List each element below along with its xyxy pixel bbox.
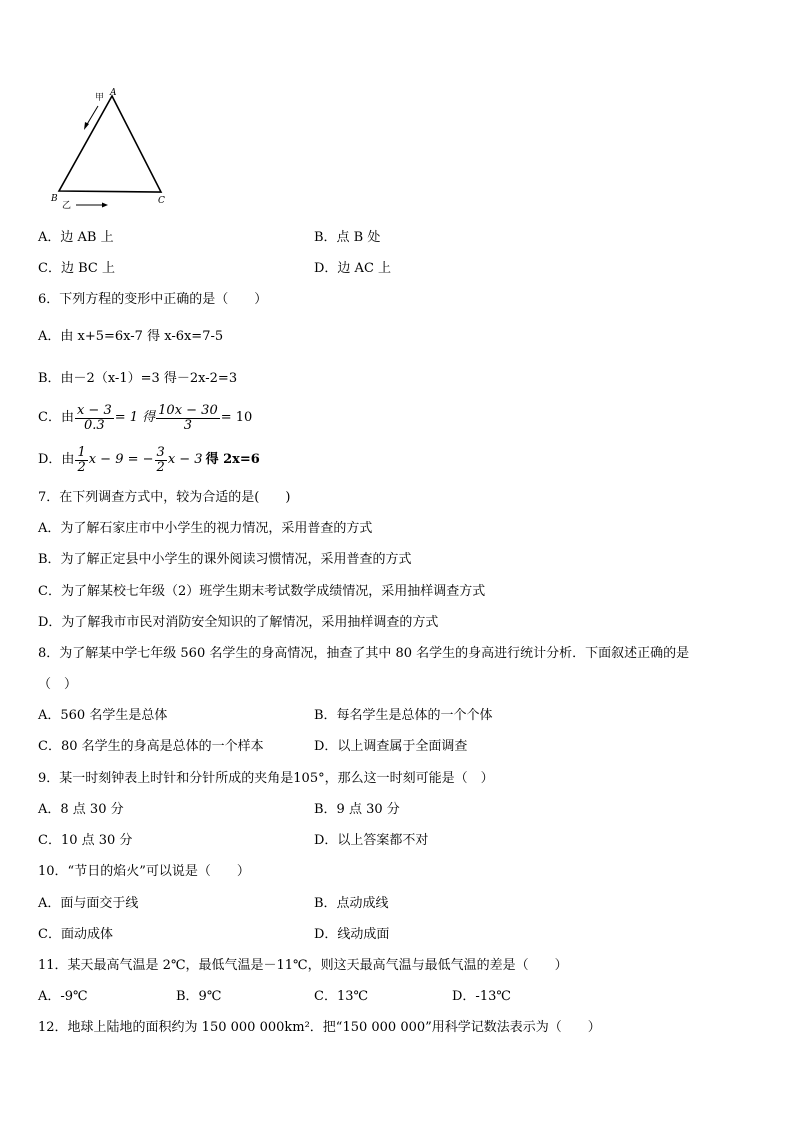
- q6-c-frac1-den: 0.3: [83, 417, 105, 433]
- q5-option-d: D．边 AC 上: [314, 261, 392, 276]
- label-jia: 甲: [95, 93, 105, 103]
- q7-option-a: A．为了解石家庄市中小学生的视力情况，采用普查的方式: [38, 521, 373, 536]
- q6-c-frac2-den: 3: [183, 417, 193, 433]
- q9-option-b: B．9 点 30 分: [314, 802, 400, 817]
- arrow-yi-icon: [76, 203, 108, 208]
- q11-option-a: A．-9℃: [38, 989, 88, 1004]
- q6-c-fraction-1: [75, 404, 114, 433]
- q8-stem: 8．为了解某中学七年级 560 名学生的身高情况，抽查了其中 80 名学生的身高进行统计分析．下面叙述正确的是: [38, 646, 690, 661]
- q8-option-b: B．每名学生是总体的一个个体: [314, 708, 493, 723]
- q7-option-c: C．为了解某校七年级（2）班学生期末考试数学成绩情况，采用抽样调查方式: [38, 584, 486, 599]
- q5-option-a: A．边 AB 上: [38, 230, 114, 245]
- q6-d-tail: 得 2x=6: [205, 452, 260, 467]
- q6-d-frac1-den: 2: [77, 459, 86, 475]
- q10-stem: 10．“节日的焰火”可以说是（ ）: [38, 864, 250, 879]
- vertex-b-label: B: [51, 194, 58, 204]
- q7-stem: 7．在下列调查方式中，较为合适的是( ): [38, 490, 291, 505]
- q6-c-fraction-2: [156, 404, 220, 433]
- vertex-c-label: C: [158, 196, 165, 206]
- q6-c-frac1-num: x − 3: [76, 402, 112, 418]
- q6-d-prefix: D．由: [38, 452, 75, 467]
- q6-c-frac2-num: 10x − 30: [158, 402, 218, 418]
- q12-stem: 12．地球上陆地的面积约为 150 000 000km²．把“150 000 000”用科学记数法表示为（ ）: [38, 1020, 601, 1035]
- q6-c-mid: = 1 得: [114, 410, 156, 425]
- q6-d-fraction-2: [155, 446, 167, 475]
- q11-stem: 11．某天最高气温是 2℃，最低气温是－11℃，则这天最高气温与最低气温的差是（ ）: [38, 958, 568, 973]
- triangle-abc: [59, 96, 161, 192]
- q9-option-a: A．8 点 30 分: [38, 802, 124, 817]
- q9-stem: 9．某一时刻钟表上时针和分针所成的夹角是105°，那么这一时刻可能是（ ）: [38, 771, 494, 786]
- q8-option-a: A．560 名学生是总体: [38, 708, 168, 723]
- q8-option-d: D．以上调查属于全面调查: [314, 739, 468, 754]
- q11-option-d: D．-13℃: [452, 989, 511, 1004]
- q7-option-d: D．为了解我市市民对消防安全知识的了解情况，采用抽样调查的方式: [38, 615, 439, 630]
- q8-option-c: C．80 名学生的身高是总体的一个样本: [38, 739, 264, 754]
- q10-option-b: B．点动成线: [314, 896, 389, 911]
- q9-option-c: C．10 点 30 分: [38, 833, 133, 848]
- q10-option-a: A．面与面交于线: [38, 896, 139, 911]
- q10-option-c: C．面动成体: [38, 927, 113, 942]
- q6-option-c: [38, 400, 252, 436]
- q6-d-frac2-den: 2: [156, 459, 165, 475]
- q6-d-fraction-1: [75, 446, 87, 475]
- q5-option-b: B．点 B 处: [314, 230, 381, 245]
- label-yi: 乙: [62, 201, 72, 211]
- q6-d-mid2: x − 3: [167, 452, 203, 467]
- q6-c-tail: = 10: [220, 410, 253, 425]
- q6-option-a: A．由 x+5=6x-7 得 x-6x=7-5: [38, 329, 224, 344]
- q6-d-frac2-num: 3: [156, 444, 165, 460]
- q7-option-b: B．为了解正定县中小学生的课外阅读习惯情况，采用普查的方式: [38, 552, 412, 567]
- q11-option-b: B．9℃: [176, 989, 222, 1004]
- q10-option-d: D．线动成面: [314, 927, 390, 942]
- q6-c-prefix: C．由: [38, 410, 74, 425]
- q9-option-d: D．以上答案都不对: [314, 833, 429, 848]
- q6-option-d: [38, 442, 260, 478]
- q6-d-frac1-num: 1: [77, 444, 86, 460]
- triangle-figure: [48, 86, 172, 212]
- q6-d-mid1: x − 9 = −: [88, 452, 154, 467]
- vertex-a-label: A: [110, 88, 117, 98]
- q5-option-c: C．边 BC 上: [38, 261, 115, 276]
- q6-stem: 6．下列方程的变形中正确的是（ ）: [38, 292, 268, 307]
- q6-option-b: B．由－2（x-1）=3 得－2x-2=3: [38, 371, 238, 386]
- q8-stem-cont: （ ）: [38, 677, 78, 692]
- q11-option-c: C．13℃: [314, 989, 369, 1004]
